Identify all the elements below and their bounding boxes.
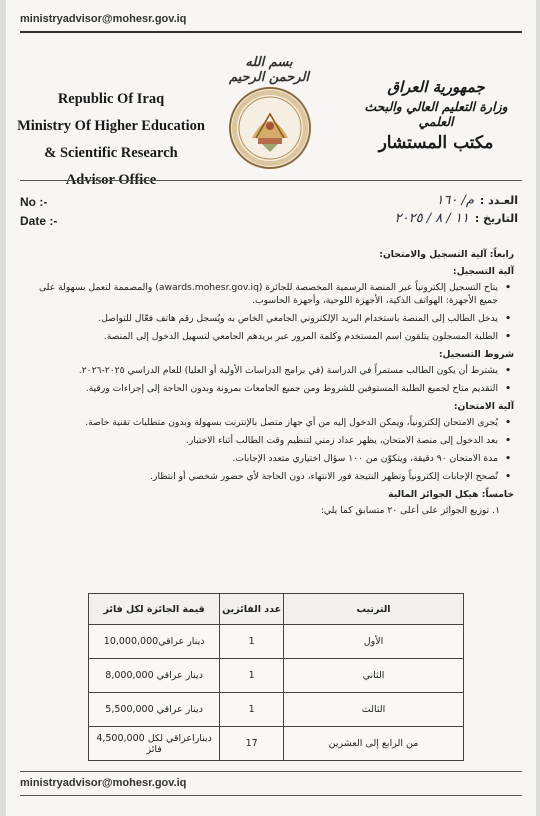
arabic-letterhead-republic: جمهورية العراق <box>387 78 485 96</box>
header-amount: قيمة الجائزة لكل فائز <box>89 594 220 625</box>
arabic-letterhead-ministry: وزارة التعليم العالي والبحث العلمي <box>364 99 508 129</box>
basmala-calligraphy: بسم الله الرحمن الرحيم <box>228 55 310 85</box>
list-item: • التقديم متاح لجميع الطلبة المستوفين للشروط ومن جميع الجامعات بمرونة وبدون الحاجة إلى إجراءات ورقية. <box>26 382 498 395</box>
footer-rule <box>20 771 522 772</box>
rank-cell: الأول <box>284 625 464 659</box>
reference-number-label: العـدد : <box>479 194 518 207</box>
table-row <box>89 727 464 761</box>
english-letterhead-line: & Scientific Research <box>44 145 178 161</box>
table-header-row <box>89 594 464 625</box>
reference-number <box>436 193 518 208</box>
amount-cell: 4,500,000 ديناراعراقي لكل فائز <box>89 727 220 761</box>
reference-number-value: م/ ١٦٠ <box>436 193 474 208</box>
registration-list <box>26 281 514 343</box>
rank-cell: الثالث <box>284 693 464 727</box>
arabic-letterhead-office: مكتب المستشار <box>378 133 494 153</box>
rank-cell: الثاني <box>284 659 464 693</box>
letter-body <box>26 244 514 520</box>
header-top-rule <box>20 31 522 33</box>
list-item: • يشترط أن يكون الطالب مستمراً في الدراسة (في برامج الدراسات الأولية أو العليا) للعام الدراسي ٢٠٢٥-٢٠٢٦. <box>26 364 498 377</box>
header-count: عدد الفائزين <box>220 594 284 625</box>
registration-title: آلية التسجيل: <box>452 266 514 277</box>
table-row <box>89 693 464 727</box>
header-rank: الترتيب <box>284 594 464 625</box>
list-item: • يتاح التسجيل إلكترونياً عبر المنصة الرسمية المخصصة للجائزة (awards.mohesr.gov.iq) والمصممة لتعمل بسهولة على جميع الأجهزة: الهواتف الذكية، الأجهزة اللوحية، وأجهزة الحاسوب. <box>26 281 498 307</box>
reference-date-value: ١١ / ٨ / ٢٠٢٥ <box>394 211 469 226</box>
count-cell: 1 <box>220 659 284 693</box>
no-label: No :- <box>20 195 48 209</box>
list-item: • تُصحح الإجابات إلكترونياً وتظهر النتيجة فور الانتهاء، دون الحاجة لأي حضور شخصي أو انتظار. <box>26 470 498 483</box>
table-row <box>89 659 464 693</box>
letter-page <box>6 0 536 816</box>
amount-cell: 8,000,000 دينار عراقي <box>89 659 220 693</box>
ministry-seal-logo <box>228 86 312 170</box>
section5-intro: ١. توزيع الجوائز على أعلى ٢٠ متسابق كما يلي: <box>320 505 500 516</box>
section5-title: خامساً: هيكل الجوائز المالية <box>388 489 514 500</box>
english-letterhead-line: Advisor Office <box>65 172 157 188</box>
count-cell: 1 <box>220 625 284 659</box>
date-label: Date :- <box>20 214 58 228</box>
section4-title: رابعاً: آلية التسجيل والامتحان: <box>379 249 514 260</box>
amount-cell: 5,500,000 دينار عراقي <box>89 693 220 727</box>
list-item: • يدخل الطالب إلى المنصة باستخدام البريد الإلكتروني الجامعي الخاص به ويُسجل رقم هاتف فعّال للتواصل. <box>26 312 498 325</box>
english-letterhead-line: Republic Of Iraq <box>57 91 165 107</box>
table-row <box>89 625 464 659</box>
amount-cell: 10,000,000دينار عراقي <box>89 625 220 659</box>
conditions-title: شروط التسجيل: <box>438 349 514 360</box>
list-item: • يُجرى الامتحان إلكترونياً، ويمكن الدخول إليه من أي جهاز متصل بالإنترنت بسهولة وبدون متطلبات تقنية خاصة. <box>26 416 498 429</box>
header-email: ministryadvisor@mohesr.gov.iq <box>20 13 187 25</box>
list-item: • مدة الامتحان ٩٠ دقيقة، ويتكوّن من ١٠٠ سؤال اختياري متعدد الإجابات. <box>26 452 498 465</box>
awards-table <box>88 593 464 761</box>
exam-title: آلية الامتحان: <box>453 401 514 412</box>
rank-cell: من الرابع إلى العشرين <box>284 727 464 761</box>
conditions-list <box>26 364 514 395</box>
list-item: • بعد الدخول إلى منصة الامتحان، يظهر عداد زمني لتنظيم وقت الطالب أثناء الاختبار. <box>26 434 498 447</box>
header-bottom-rule <box>20 180 522 181</box>
footer-bottom-rule <box>20 795 522 796</box>
english-letterhead-line: Ministry Of Higher Education <box>17 118 205 134</box>
count-cell: 1 <box>220 693 284 727</box>
reference-date-label: التاريخ : <box>474 212 518 225</box>
list-item: • الطلبة المسجلون يتلقون اسم المستخدم وكلمة المرور عبر بريدهم الجامعي لتسهيل الدخول إلى المنصة. <box>26 330 498 343</box>
reference-date <box>395 211 518 226</box>
english-letterhead <box>6 86 216 194</box>
exam-list <box>26 416 514 483</box>
count-cell: 17 <box>220 727 284 761</box>
footer-email: ministryadvisor@mohesr.gov.iq <box>20 777 187 789</box>
arabic-letterhead <box>356 78 516 153</box>
